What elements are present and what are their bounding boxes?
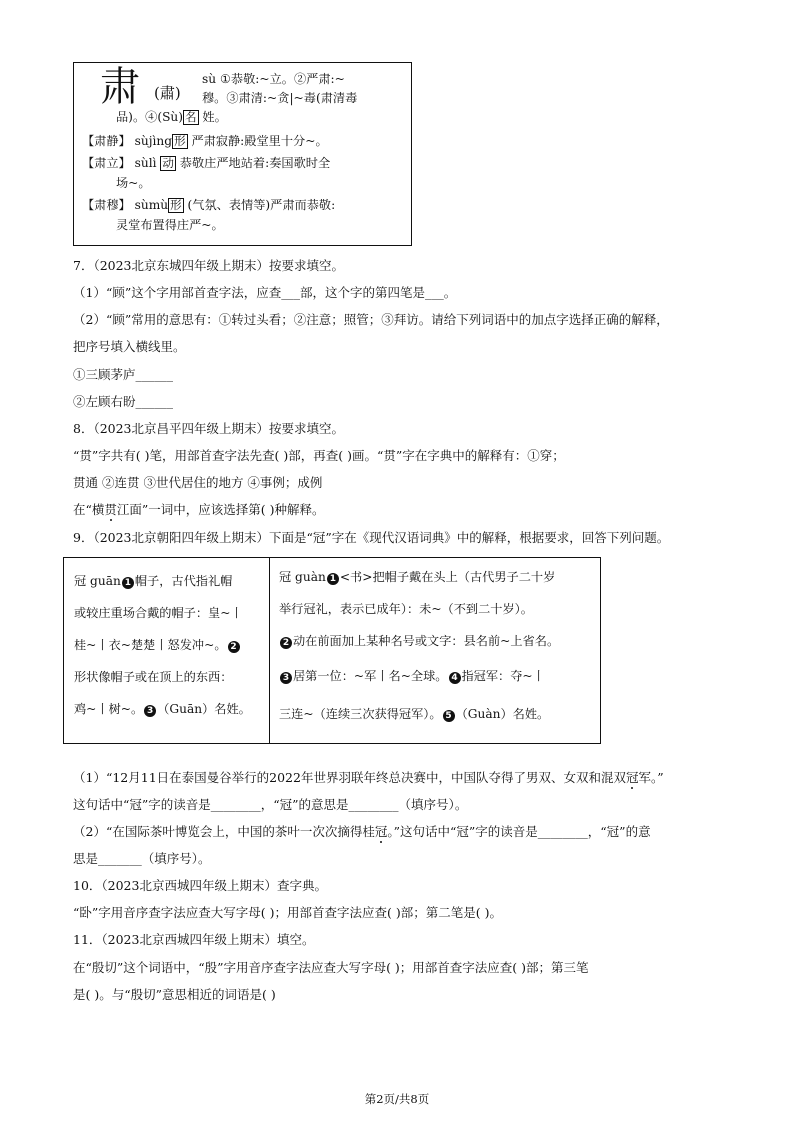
q9-sub2-cont: 思是_______（填序号）。: [73, 851, 211, 866]
q9-sub1: [73, 769, 664, 787]
word-entry-suqing: [82, 133, 328, 149]
dotted-character: 冠: [374, 824, 388, 839]
sense-number: 1: [327, 573, 339, 585]
sense-number: 2: [228, 641, 240, 653]
guan-left-line-5: [74, 700, 251, 718]
q11-part2: 是( )。与“殷切”意思相近的词语是( ): [73, 987, 276, 1002]
word-definition-cont: 灵堂布置得庄严~。: [116, 218, 224, 232]
dotted-character: 冠: [625, 770, 639, 785]
entry-line-3-tail: 姓。: [202, 110, 227, 124]
q7-part2-cont: 把序号填入横线里。: [73, 339, 186, 354]
sense-text: 桂~丨衣~楚楚丨怒发冲~。: [74, 638, 227, 652]
word-definition: 严肃寂静:殿堂里十分~。: [191, 134, 328, 148]
q8-text: 在“横: [73, 502, 105, 517]
table-divider: [269, 558, 270, 743]
guan-right-line-1: [279, 568, 555, 586]
word-term: 【肃立】: [82, 156, 131, 170]
guan-pinyin: 冠 guàn: [279, 570, 326, 584]
word-definition-cont: 场~。: [116, 176, 151, 190]
q9-sub2-tail: 。”这句话中“冠”字的读音是________，“冠”的意: [387, 824, 651, 839]
q9-sub1-text: （1）“12月11日在泰国曼谷举行的2022年世界羽联年终总决赛中，中国队夺得了男双、女双和混双: [73, 770, 626, 785]
word-definition: 恭敬庄严地站着:奏国歌时全: [179, 156, 331, 170]
q8-title: 8．（2023北京昌平四年级上期末）按要求填空。: [73, 421, 345, 436]
guan-definition-table: [63, 557, 601, 744]
entry-line-2: 穆。③肃清:~贪|~毒(肃清毒: [202, 91, 358, 105]
q11-part1: 在“殷切”这个词语中，“殷”字用音序查字法应查大写字母( )；用部首查字法应查( )部；第三笔: [73, 960, 589, 975]
guan-pinyin: 冠 guān: [74, 574, 121, 588]
guan-right-line-3: [279, 632, 559, 650]
dotted-character: 贯: [104, 502, 117, 517]
q7-option-2: ②左顾右盼______: [73, 394, 174, 409]
guan-right-line-4: [279, 667, 545, 685]
word-term: 【肃穆】: [82, 198, 131, 212]
entry-line-1: sù ①恭敬:~立。②严肃:~: [202, 72, 345, 86]
word-term: 【肃静】: [82, 134, 131, 148]
q9-sub2-text: （2）“在国际茶叶博览会上，中国的茶叶一次次摘得桂: [73, 824, 375, 839]
sense-number: 1: [122, 577, 134, 589]
word-pinyin: sùlì: [134, 156, 157, 170]
sense-text: 居第一位：~军丨名~全球。: [293, 669, 448, 683]
q10-part1: “卧”字用音序查字法应查大写字母( )；用部首查字法应查( )部；第二笔是( )。: [73, 905, 502, 920]
sense-text: 鸡~丨树~。: [74, 702, 144, 716]
word-definition: (气氛、表情等)严肃而恭敬:: [187, 198, 336, 212]
pos-tag: 形: [174, 134, 186, 148]
sense-number: 3: [144, 705, 156, 717]
head-character: 肃: [100, 64, 140, 110]
guan-right-line-2: 举行冠礼，表示已成年）：未~（不到二十岁）。: [279, 602, 533, 616]
entry-line-3: [116, 109, 227, 125]
sense-text: 三连~（连续三次获得冠军）。: [279, 707, 442, 721]
q9-sub1-cont: 这句话中“冠”字的读音是________，“冠”的意思是________（填序号）。: [73, 797, 468, 812]
q8-text-tail: 江面”一词中，应该选择第( )种解释。: [116, 502, 325, 517]
sense-number: 2: [280, 637, 292, 649]
page-number: 第2页/共8页: [364, 1092, 430, 1106]
guan-left-line-1: [74, 572, 232, 590]
q9-sub2: [73, 823, 651, 841]
guan-left-line-3: [74, 636, 241, 654]
q8-part2: 贯通 ②连贯 ③世代居住的地方 ④事例；成例: [73, 475, 323, 490]
pos-tag: 形: [170, 198, 182, 212]
sense-text: （Guān）名姓。: [157, 702, 251, 716]
sense-text: 指冠军：夺~丨: [461, 669, 545, 683]
word-entry-sumu: [82, 197, 335, 213]
q7-title: 7．（2023北京东城四年级上期末）按要求填空。: [73, 258, 345, 273]
traditional-character: (肅): [154, 84, 181, 102]
q8-part3: [73, 501, 325, 519]
guan-left-line-4: 形状像帽子或在顶上的东西：: [74, 670, 233, 684]
q10-title: 10．（2023北京西城四年级上期末）查字典。: [73, 878, 327, 893]
sense-text: 帽子，古代指礼帽: [134, 574, 233, 588]
sense-text: <书>把帽子戴在头上（古代男子二十岁: [339, 570, 556, 584]
dictionary-entry-box: [73, 62, 412, 246]
sense-number: 4: [449, 672, 461, 684]
q7-part2: （2）“顾”常用的意思有：①转过头看；②注意；照管；③拜访。请给下列词语中的加点字选择正确的解释，: [73, 312, 669, 327]
word-pinyin: sùmù: [134, 198, 169, 212]
entry-line-3-text: 品)。④(Sù): [116, 110, 184, 124]
sense-text: （Guàn）名姓。: [455, 707, 550, 721]
sense-text: 动在前面加上某种名号或文字：县名前~上省名。: [293, 634, 560, 648]
sense-number: 3: [280, 672, 292, 684]
pos-tag: 名: [185, 110, 197, 124]
pos-tag: 动: [162, 156, 174, 170]
guan-left-line-2: 或较庄重场合戴的帽子：皇~丨: [74, 606, 243, 620]
q7-option-1: ①三顾茅庐______: [73, 367, 174, 382]
word-entry-suli: [82, 155, 330, 171]
sense-number: 5: [443, 710, 455, 722]
q9-sub1-tail: 军。”: [638, 770, 664, 785]
q7-part1: （1）“顾”这个字用部首查字法，应查___部，这个字的第四笔是___。: [73, 285, 457, 300]
q11-title: 11．（2023北京西城四年级上期末）填空。: [73, 932, 315, 947]
word-pinyin: sùjìng: [134, 134, 173, 148]
guan-right-line-5: [279, 705, 549, 723]
q8-part1: “贯”字共有( )笔，用部首查字法先查( )部，再查( )画。“贯”字在字典中的解释有：①穿；: [73, 448, 565, 463]
q9-title: 9．（2023北京朝阳四年级上期末）下面是“冠”字在《现代汉语词典》中的解释，根据要求，回答下列问题。: [73, 530, 670, 545]
